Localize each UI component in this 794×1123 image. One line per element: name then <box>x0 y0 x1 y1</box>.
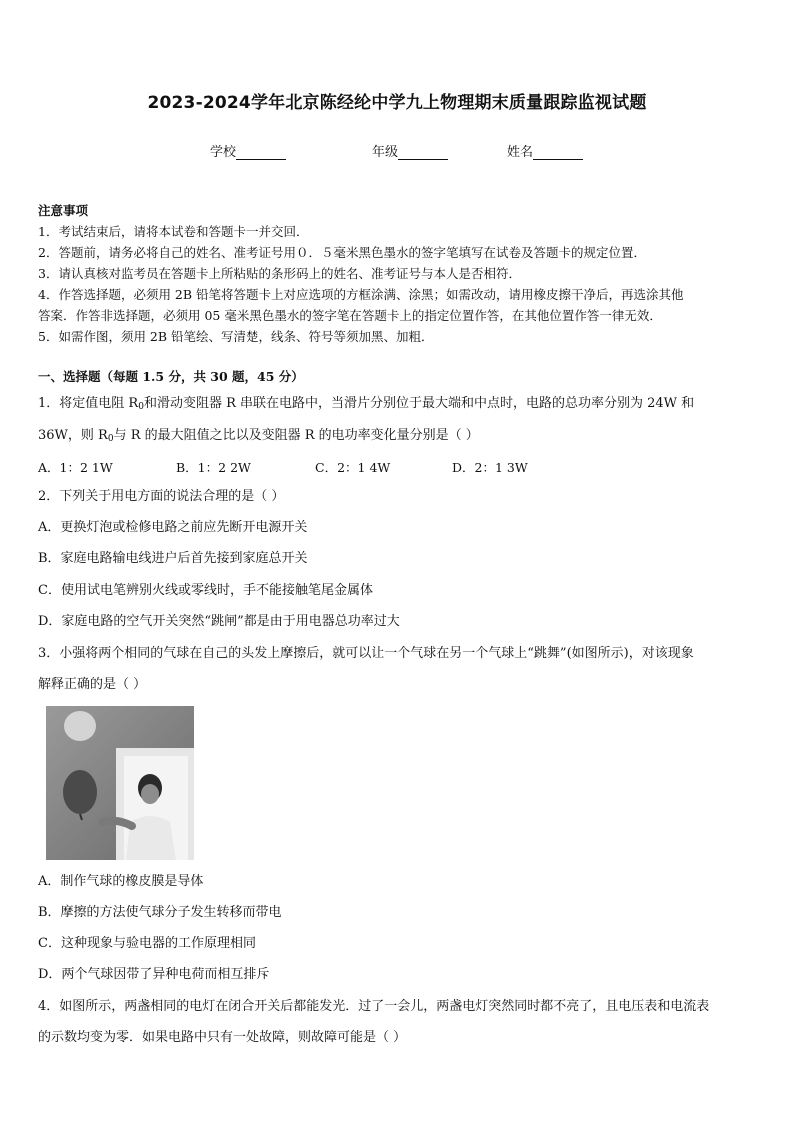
grade-blank <box>398 145 448 160</box>
option-c: C．使用试电笔辨别火线或零线时，手不能接触笔尾金属体 <box>38 583 373 598</box>
question-4-stem-line-1: 4．如图所示，两盏相同的电灯在闭合开关后都能发光．过了一会儿，两盏电灯突然同时都不亮了，且电压表和电流表 <box>38 999 710 1014</box>
question-2-stem: 2．下列关于用电方面的说法合理的是（ ） <box>38 489 285 504</box>
option-d: D．2：1 3W <box>452 460 528 475</box>
notice-heading: 注意事项 <box>38 203 89 218</box>
grade-field <box>372 141 448 160</box>
option-c: C．这种现象与验电器的工作原理相同 <box>38 936 256 951</box>
option-d: D．家庭电路的空气开关突然“跳闸”都是由于用电器总功率过大 <box>38 614 400 629</box>
notice-item: 5．如需作图，须用 2B 铅笔绘、写清楚，线条、符号等须加黑、加粗． <box>38 329 434 344</box>
name-blank <box>533 145 583 160</box>
balloon-photo-illustration <box>46 706 194 860</box>
notice-item: 1．考试结束后，请将本试卷和答题卡一并交回． <box>38 224 309 239</box>
notice-item: 2．答题前，请务必将自己的姓名、准考证号用０．５毫米黑色墨水的签字笔填写在试卷及答题卡的规定位置． <box>38 245 646 260</box>
notice-item: 答案．作答非选择题，必须用 05 毫米黑色墨水的签字笔在答题卡上的指定位置作答，在其他位置作答一律无效． <box>38 308 662 323</box>
name-label: 姓名 <box>507 145 534 160</box>
option-b: B．家庭电路输电线进户后首先接到家庭总开关 <box>38 551 308 566</box>
grade-label: 年级 <box>372 145 399 160</box>
school-blank <box>236 145 286 160</box>
option-d: D．两个气球因带了异种电荷而相互排斥 <box>38 967 270 982</box>
question-1-options <box>38 458 738 474</box>
student-info-row <box>0 141 794 161</box>
option-a: A．更换灯泡或检修电路之前应先断开电源开关 <box>38 520 308 535</box>
question-3-stem-line-1: 3．小强将两个相同的气球在自己的头发上摩擦后，就可以让一个气球在另一个气球上“跳舞”(如图所示)，对该现象 <box>38 646 694 661</box>
question-3-stem-line-2: 解释正确的是（ ） <box>38 677 147 692</box>
name-field <box>507 141 583 160</box>
school-field <box>210 141 286 160</box>
question-1-line-2: 36W，则 $R_0$与 R 的最大阻值之比以及变阻器 R 的电功率变化量分别是（ ） <box>38 428 479 444</box>
question-1-line-1: 1．将定值电阻 $R_0$和滑动变阻器 R 串联在电路中，当滑片分别位于最大端和中点时，电路的总功率分别为 24W 和 <box>38 396 695 412</box>
option-c: C．2：1 4W <box>315 460 391 475</box>
notice-item: 3．请认真核对监考员在答题卡上所粘贴的条形码上的姓名、准考证号与本人是否相符． <box>38 266 521 281</box>
exam-title: 2023-2024学年北京陈经纶中学九上物理期末质量跟踪监视试题 <box>147 93 647 113</box>
option-b: B．摩擦的方法使气球分子发生转移而带电 <box>38 905 282 920</box>
section-heading: 一、选择题（每题 1.5 分，共 30 题，45 分） <box>38 369 304 384</box>
notice-item: 4．作答选择题，必须用 2B 铅笔将答题卡上对应选项的方框涂满、涂黑；如需改动，请用橡皮擦干净后，再选涂其他 <box>38 287 684 302</box>
option-a: A．1：2 1W <box>38 460 113 475</box>
balloon-photo <box>46 706 194 860</box>
option-b: B．1：2 2W <box>176 460 251 475</box>
question-4-stem-line-2: 的示数均变为零．如果电路中只有一处故障，则故障可能是（ ） <box>38 1030 407 1045</box>
school-label: 学校 <box>210 145 237 160</box>
option-a: A．制作气球的橡皮膜是导体 <box>38 874 204 889</box>
